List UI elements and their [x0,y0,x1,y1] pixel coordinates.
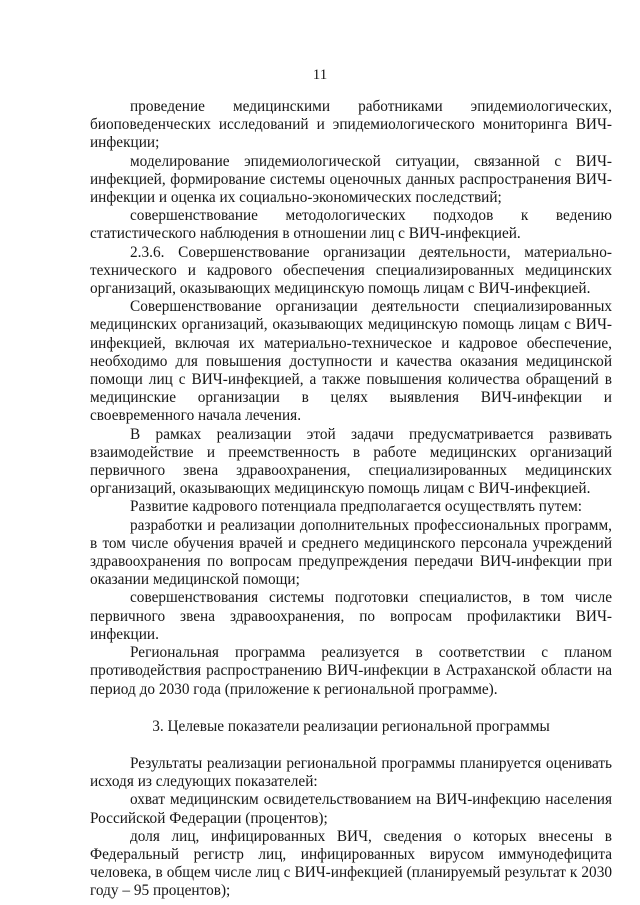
section-heading-target-indicators: 3. Целевые показатели реализации региональной программы [152,717,550,735]
document-body [90,98,612,901]
paragraph-subsection-2-3-6: 2.3.6. Совершенствование организации деятельности, материально-технического и кадрового обеспечения специализированных медицинских организаций, оказывающих медицинскую помощь лицам с ВИЧ-инфекцией. [90,243,612,298]
paragraph-interaction-continuity: В рамках реализации этой задачи предусматривается развивать взаимодействие и преемственность в работе медицинских организаций первичного звена здравоохранения, специализированных медицинских организаций, оказывающих медицинскую помощь лицам с ВИЧ-инфекцией. [90,425,612,498]
paragraph-statistical-methods: совершенствование методологических подходов к ведению статистического наблюдения в отношении лиц с ВИЧ-инфекцией. [90,207,612,243]
paragraph-regional-program-plan: Региональная программа реализуется в соответствии с планом противодействия распространению ВИЧ-инфекции в Астраханской области на период до 2030 года (приложение к региональной программе). [90,644,612,698]
paragraph-screening-coverage: охват медицинским освидетельствованием на ВИЧ-инфекцию населения Российской Федерации (процентов); [90,791,612,827]
paragraph-results-evaluation: Результаты реализации региональной программы планируется оценивать исходя из следующих показателей: [90,754,612,791]
paragraph-professional-programs: разработки и реализации дополнительных профессиональных программ, в том числе обучения врачей и среднего медицинского персонала учреждений здравоохранения по вопросам предупреждения передачи ВИЧ-инфекции при оказании медицинской помощи; [90,516,612,589]
paragraph-biobehavioral-research: проведение медицинскими работниками эпидемиологических, биоповеденческих исследований и эпидемиологического мониторинга ВИЧ-инфекции; [90,98,612,152]
paragraph-organization-improvement: Совершенствование организации деятельности специализированных медицинских организаций, оказывающих медицинскую помощь лицам с ВИЧ-инфекцией, включая их материально-техническое и кадровое обеспечение, необходимо для повышения доступности и качества оказания медицинской помощи лиц с ВИЧ-инфекцией, а также повышения количества обращений в медицинские организации в целях выявления ВИЧ-инфекции и своевременного начала лечения. [90,298,612,425]
paragraph-epidemic-modeling: моделирование эпидемиологической ситуации, связанной с ВИЧ-инфекцией, формирование системы оценочных данных распространения ВИЧ-инфекции и оценка их социально-экономических последствий; [90,152,612,207]
paragraph-staff-development: Развитие кадрового потенциала предполагается осуществлять путем: [130,498,583,516]
page-number: 11 [312,67,328,83]
paragraph-specialist-training: совершенствования системы подготовки специалистов, в том числе первичного звена здравоохранения, по вопросам профилактики ВИЧ-инфекции. [90,589,612,643]
paragraph-federal-register-share: доля лиц, инфицированных ВИЧ, сведения о которых внесены в Федеральный регистр лиц, инфицированных вирусом иммунодефицита человека, в общем числе лиц с ВИЧ-инфекцией (планируемый результат к 2030 году – 95 процентов); [90,827,612,900]
